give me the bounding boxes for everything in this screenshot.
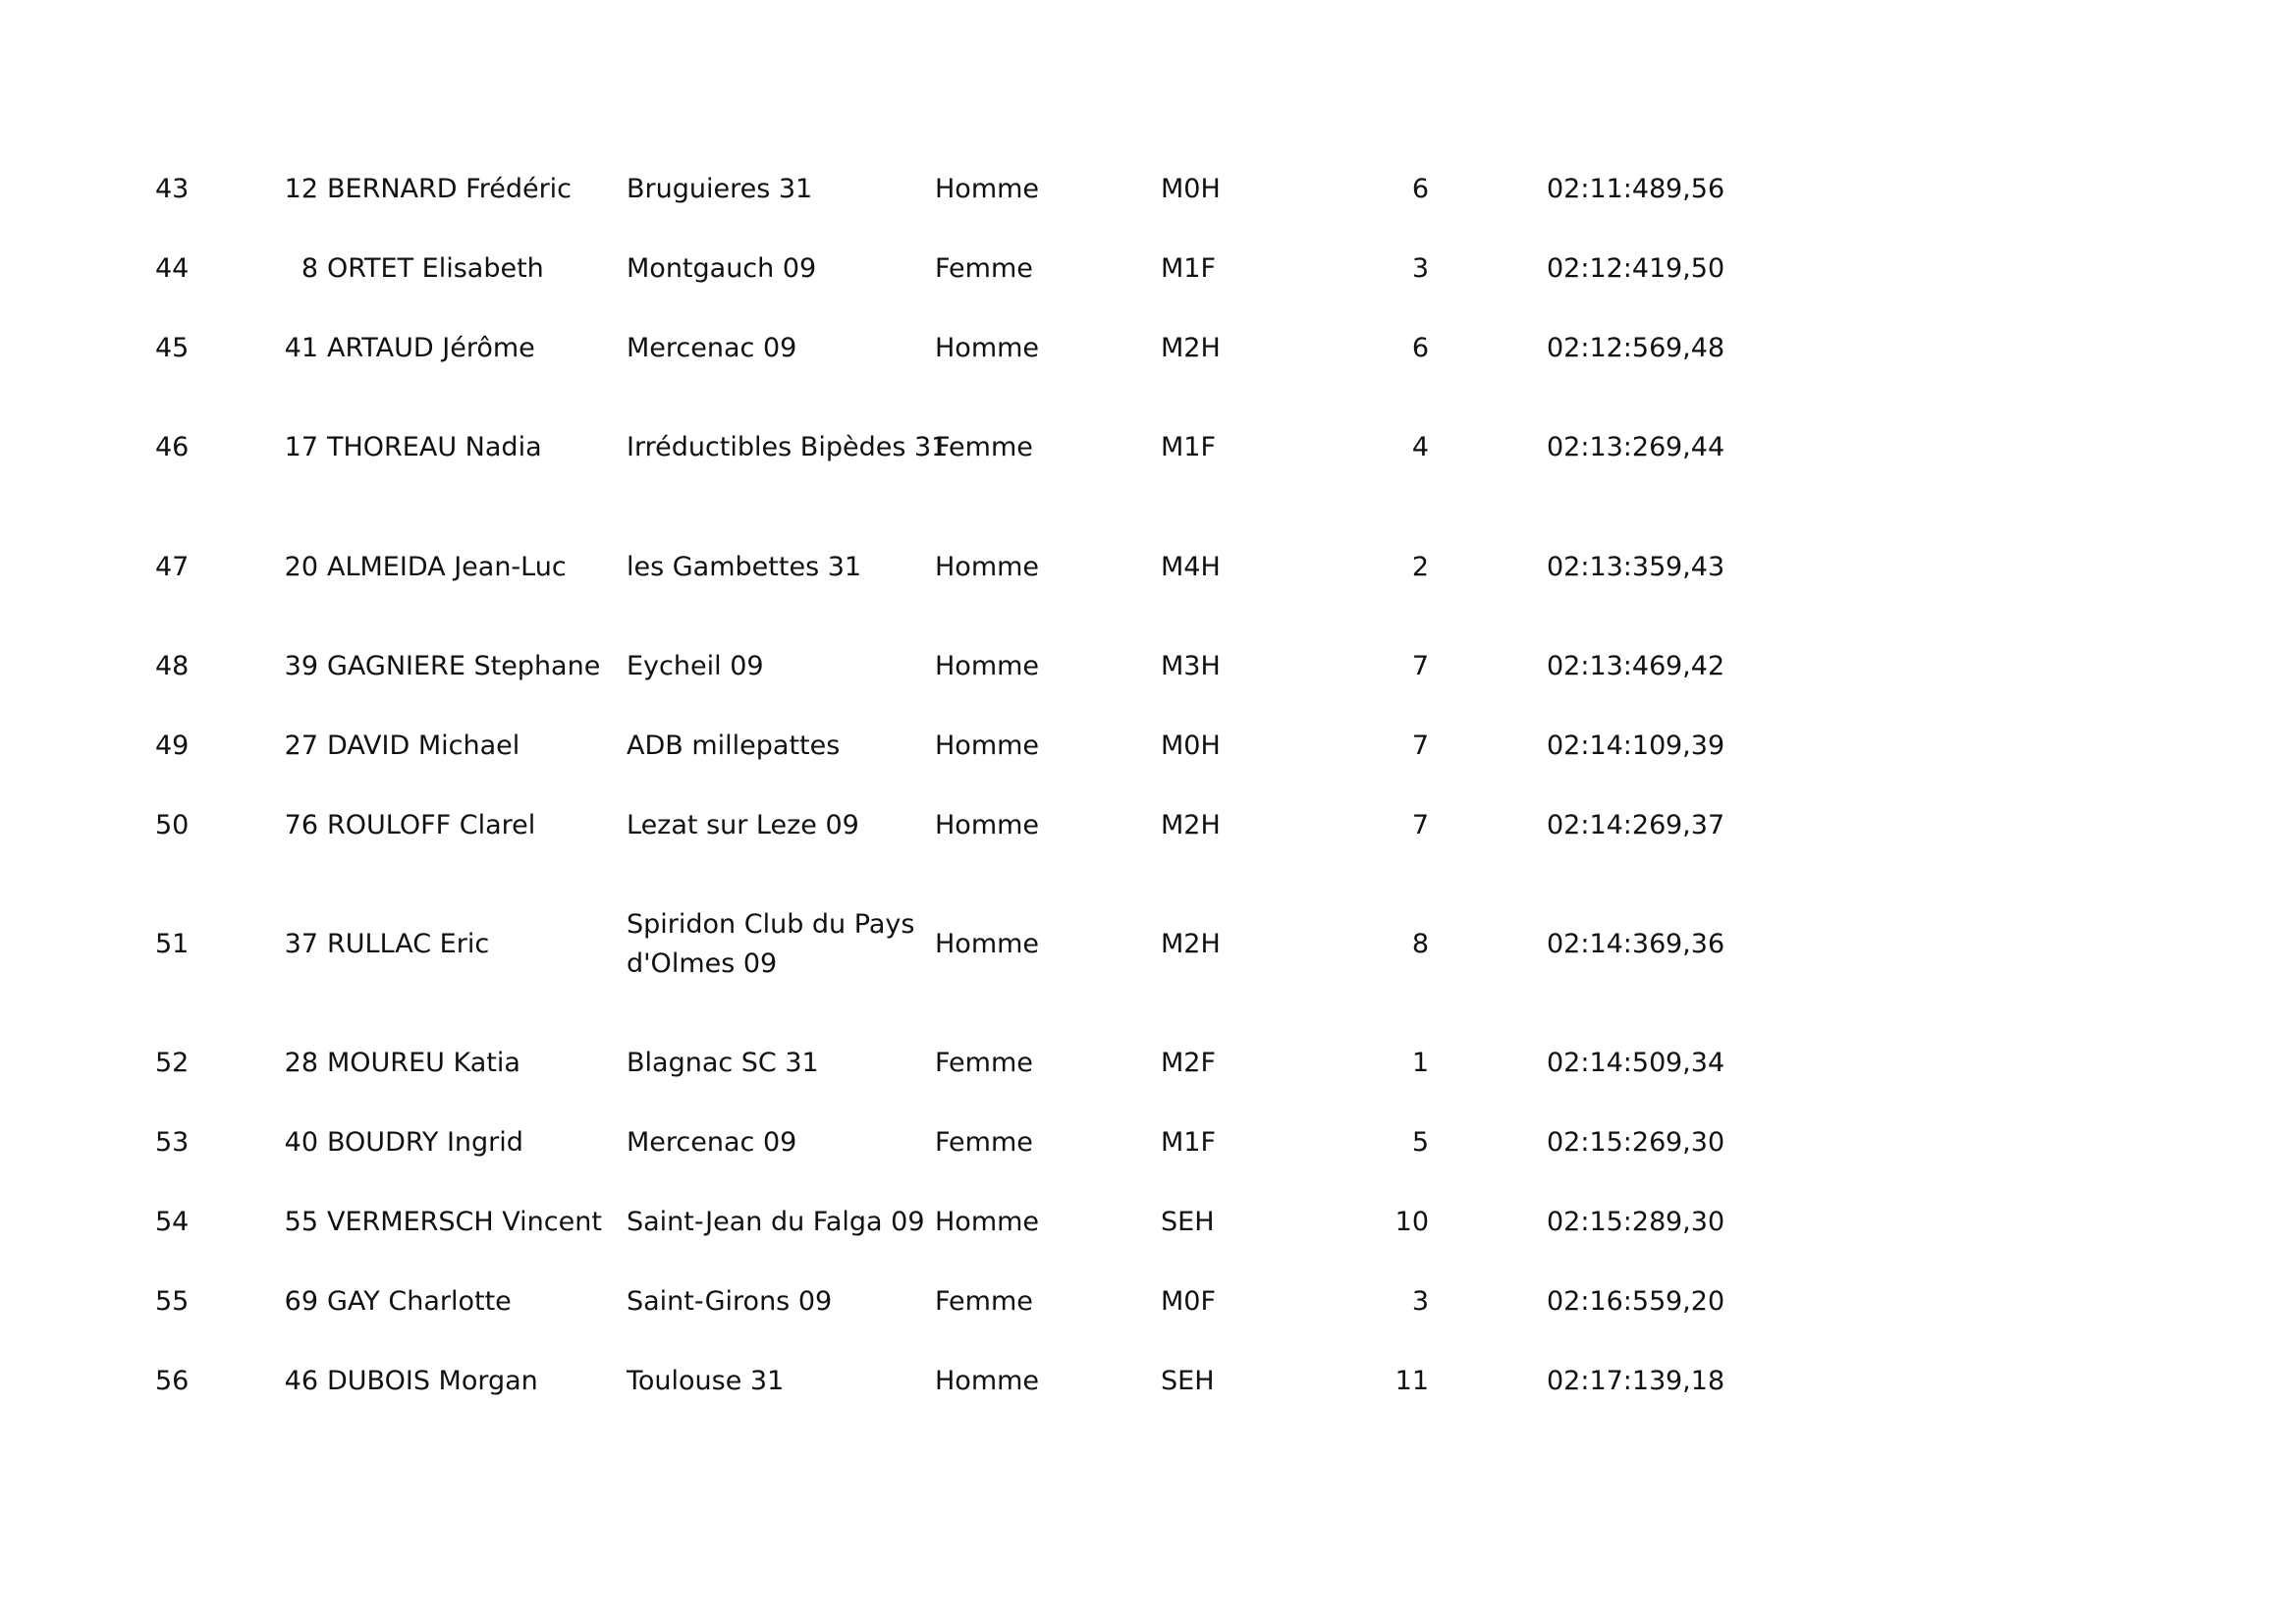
category-cell: SEH <box>1161 1366 1215 1396</box>
rank-cell: 47 <box>155 552 190 582</box>
bib-cell: 46 <box>284 1366 318 1396</box>
speed-cell: 9,50 <box>1666 253 1725 284</box>
bib-cell: 76 <box>284 810 318 840</box>
club-cell: Eycheil 09 <box>627 651 764 681</box>
time-cell: 02:16:55 <box>1547 1286 1667 1317</box>
category-rank-cell: 4 <box>1411 432 1429 462</box>
sex-cell: Homme <box>935 1366 1040 1396</box>
time-cell: 02:14:50 <box>1547 1048 1667 1078</box>
category-cell: M2H <box>1161 810 1221 840</box>
club-cell: Saint-Jean du Falga 09 <box>627 1207 925 1237</box>
sex-cell: Femme <box>935 432 1033 462</box>
rank-cell: 52 <box>155 1048 190 1078</box>
rank-cell: 45 <box>155 333 190 363</box>
category-cell: SEH <box>1161 1207 1215 1237</box>
club-cell: Saint-Girons 09 <box>627 1286 833 1317</box>
club-cell: les Gambettes 31 <box>627 552 862 582</box>
sex-cell: Femme <box>935 1048 1033 1078</box>
bib-cell: 12 <box>284 174 318 204</box>
category-rank-cell: 8 <box>1411 929 1429 959</box>
category-cell: M0F <box>1161 1286 1217 1317</box>
sex-cell: Homme <box>935 651 1040 681</box>
name-cell: GAY Charlotte <box>327 1286 512 1317</box>
name-cell: ARTAUD Jérôme <box>327 333 535 363</box>
club-cell: Bruguieres 31 <box>627 174 813 204</box>
category-rank-cell: 1 <box>1411 1048 1429 1078</box>
bib-cell: 28 <box>284 1048 318 1078</box>
speed-cell: 9,56 <box>1666 174 1725 204</box>
name-cell: DAVID Michael <box>327 730 520 761</box>
sex-cell: Homme <box>935 333 1040 363</box>
name-cell: ORTET Elisabeth <box>327 253 544 284</box>
time-cell: 02:14:10 <box>1547 730 1667 761</box>
bib-cell: 27 <box>284 730 318 761</box>
name-cell: ROULOFF Clarel <box>327 810 536 840</box>
club-cell: Mercenac 09 <box>627 333 797 363</box>
speed-cell: 9,37 <box>1666 810 1725 840</box>
category-cell: M3H <box>1161 651 1221 681</box>
rank-cell: 53 <box>155 1127 190 1158</box>
category-rank-cell: 3 <box>1411 1286 1429 1317</box>
name-cell: THOREAU Nadia <box>327 432 542 462</box>
bib-cell: 55 <box>284 1207 318 1237</box>
bib-cell: 8 <box>301 253 318 284</box>
name-cell: VERMERSCH Vincent <box>327 1207 602 1237</box>
speed-cell: 9,20 <box>1666 1286 1725 1317</box>
name-cell: DUBOIS Morgan <box>327 1366 538 1396</box>
category-cell: M0H <box>1161 730 1221 761</box>
bib-cell: 17 <box>284 432 318 462</box>
speed-cell: 9,18 <box>1666 1366 1725 1396</box>
sex-cell: Femme <box>935 1286 1033 1317</box>
speed-cell: 9,30 <box>1666 1127 1725 1158</box>
name-cell: MOUREU Katia <box>327 1048 520 1078</box>
time-cell: 02:13:26 <box>1547 432 1667 462</box>
bib-cell: 69 <box>284 1286 318 1317</box>
category-rank-cell: 6 <box>1411 333 1429 363</box>
club-cell: Toulouse 31 <box>627 1366 785 1396</box>
sex-cell: Homme <box>935 730 1040 761</box>
category-cell: M1F <box>1161 1127 1217 1158</box>
bib-cell: 41 <box>284 333 318 363</box>
rank-cell: 55 <box>155 1286 190 1317</box>
time-cell: 02:17:13 <box>1547 1366 1667 1396</box>
sex-cell: Homme <box>935 810 1040 840</box>
speed-cell: 9,43 <box>1666 552 1725 582</box>
speed-cell: 9,30 <box>1666 1207 1725 1237</box>
category-rank-cell: 6 <box>1411 174 1429 204</box>
category-cell: M2F <box>1161 1048 1217 1078</box>
category-cell: M0H <box>1161 174 1221 204</box>
rank-cell: 46 <box>155 432 190 462</box>
rank-cell: 56 <box>155 1366 190 1396</box>
sex-cell: Homme <box>935 929 1040 959</box>
club-cell: Spiridon Club du Pays d'Olmes 09 <box>627 909 915 979</box>
category-cell: M2H <box>1161 929 1221 959</box>
name-cell: ALMEIDA Jean-Luc <box>327 552 567 582</box>
speed-cell: 9,34 <box>1666 1048 1725 1078</box>
speed-cell: 9,36 <box>1666 929 1725 959</box>
rank-cell: 43 <box>155 174 190 204</box>
category-cell: M2H <box>1161 333 1221 363</box>
time-cell: 02:11:48 <box>1547 174 1667 204</box>
sex-cell: Homme <box>935 1207 1040 1237</box>
club-cell: Blagnac SC 31 <box>627 1048 819 1078</box>
time-cell: 02:12:56 <box>1547 333 1667 363</box>
sex-cell: Femme <box>935 1127 1033 1158</box>
speed-cell: 9,44 <box>1666 432 1725 462</box>
category-rank-cell: 2 <box>1411 552 1429 582</box>
category-rank-cell: 10 <box>1394 1207 1429 1237</box>
bib-cell: 40 <box>284 1127 318 1158</box>
club-cell: Mercenac 09 <box>627 1127 797 1158</box>
category-rank-cell: 7 <box>1411 730 1429 761</box>
speed-cell: 9,48 <box>1666 333 1725 363</box>
category-rank-cell: 3 <box>1411 253 1429 284</box>
speed-cell: 9,42 <box>1666 651 1725 681</box>
club-cell: Irréductibles Bipèdes 31 <box>627 432 949 462</box>
category-cell: M1F <box>1161 432 1217 462</box>
rank-cell: 44 <box>155 253 190 284</box>
category-rank-cell: 7 <box>1411 651 1429 681</box>
club-cell: Lezat sur Leze 09 <box>627 810 859 840</box>
club-cell: Montgauch 09 <box>627 253 817 284</box>
name-cell: GAGNIERE Stephane <box>327 651 601 681</box>
time-cell: 02:13:46 <box>1547 651 1667 681</box>
rank-cell: 48 <box>155 651 190 681</box>
rank-cell: 54 <box>155 1207 190 1237</box>
time-cell: 02:12:41 <box>1547 253 1667 284</box>
sex-cell: Femme <box>935 253 1033 284</box>
name-cell: BERNARD Frédéric <box>327 174 573 204</box>
category-rank-cell: 5 <box>1411 1127 1429 1158</box>
speed-cell: 9,39 <box>1666 730 1725 761</box>
rank-cell: 51 <box>155 929 190 959</box>
bib-cell: 39 <box>284 651 318 681</box>
category-rank-cell: 7 <box>1411 810 1429 840</box>
rank-cell: 49 <box>155 730 190 761</box>
name-cell: RULLAC Eric <box>327 929 490 959</box>
time-cell: 02:15:28 <box>1547 1207 1667 1237</box>
bib-cell: 20 <box>284 552 318 582</box>
category-cell: M1F <box>1161 253 1217 284</box>
rank-cell: 50 <box>155 810 190 840</box>
time-cell: 02:13:35 <box>1547 552 1667 582</box>
category-rank-cell: 11 <box>1394 1366 1429 1396</box>
club-cell: ADB millepattes <box>627 730 841 761</box>
name-cell: BOUDRY Ingrid <box>327 1127 523 1158</box>
time-cell: 02:14:36 <box>1547 929 1667 959</box>
sex-cell: Homme <box>935 174 1040 204</box>
bib-cell: 37 <box>284 929 318 959</box>
time-cell: 02:15:26 <box>1547 1127 1667 1158</box>
category-cell: M4H <box>1161 552 1221 582</box>
sex-cell: Homme <box>935 552 1040 582</box>
time-cell: 02:14:26 <box>1547 810 1667 840</box>
